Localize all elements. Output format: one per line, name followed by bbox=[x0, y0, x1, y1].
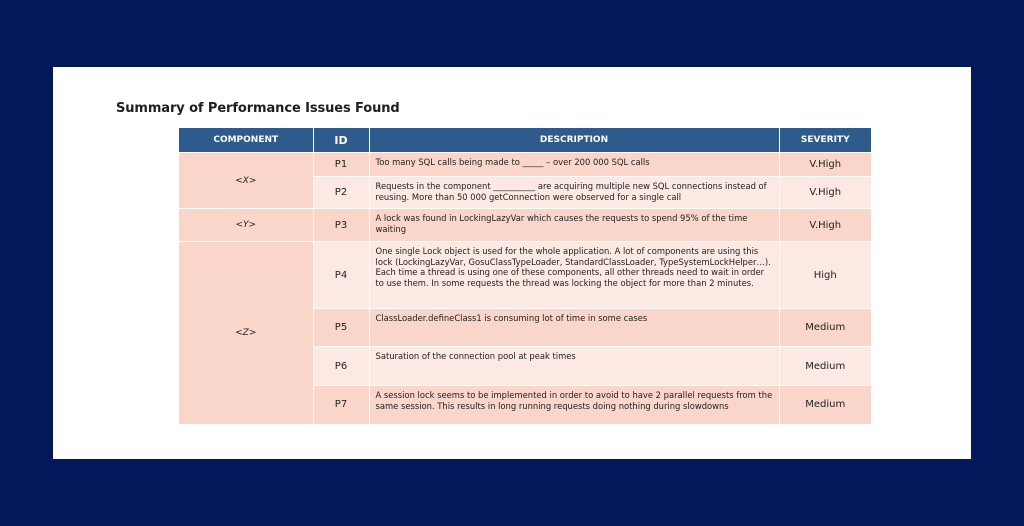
table-row bbox=[179, 209, 871, 242]
performance-issues-table bbox=[179, 128, 871, 424]
id-cell: P1 bbox=[313, 153, 369, 177]
description-cell: Saturation of the connection pool at peak times bbox=[369, 347, 779, 386]
component-cell: <X> bbox=[179, 153, 313, 209]
description-cell: Requests in the component __________ are acquiring multiple new SQL connections instead of reusing. More than 50 000 getConnection were observed for a single call bbox=[369, 177, 779, 209]
id-cell: P6 bbox=[313, 347, 369, 386]
severity-cell: Medium bbox=[779, 309, 871, 347]
page-title: Summary of Performance Issues Found bbox=[116, 101, 400, 116]
severity-cell: Medium bbox=[779, 386, 871, 424]
description-cell: One single Lock object is used for the whole application. A lot of components are using this lock (LockingLazyVar, GosuClassTypeLoader, StandardClassLoader, TypeSystemLockHelper…). Each time a thread is using one of these components, all other threads need to wait in order to use them. In some requests the thread was locking the object for more than 2 minutes. bbox=[369, 242, 779, 309]
id-cell: P5 bbox=[313, 309, 369, 347]
header-component: COMPONENT bbox=[179, 128, 313, 153]
document-card bbox=[53, 67, 971, 459]
header-id: ID bbox=[313, 128, 369, 153]
description-cell: Too many SQL calls being made to _____ – over 200 000 SQL calls bbox=[369, 153, 779, 177]
severity-cell: High bbox=[779, 242, 871, 309]
header-severity: SEVERITY bbox=[779, 128, 871, 153]
id-cell: P2 bbox=[313, 177, 369, 209]
description-cell: ClassLoader.defineClass1 is consuming lot of time in some cases bbox=[369, 309, 779, 347]
table-row bbox=[179, 153, 871, 177]
severity-cell: V.High bbox=[779, 153, 871, 177]
component-cell: <Y> bbox=[179, 209, 313, 242]
id-cell: P7 bbox=[313, 386, 369, 424]
description-cell: A session lock seems to be implemented in order to avoid to have 2 parallel requests from the same session. This results in long running requests doing nothing during slowdowns bbox=[369, 386, 779, 424]
description-cell: A lock was found in LockingLazyVar which causes the requests to spend 95% of the time waiting bbox=[369, 209, 779, 242]
table-row bbox=[179, 242, 871, 309]
id-cell: P4 bbox=[313, 242, 369, 309]
component-cell: <Z> bbox=[179, 242, 313, 424]
severity-cell: V.High bbox=[779, 209, 871, 242]
severity-cell: V.High bbox=[779, 177, 871, 209]
header-description: DESCRIPTION bbox=[369, 128, 779, 153]
table-header-row bbox=[179, 128, 871, 153]
id-cell: P3 bbox=[313, 209, 369, 242]
severity-cell: Medium bbox=[779, 347, 871, 386]
